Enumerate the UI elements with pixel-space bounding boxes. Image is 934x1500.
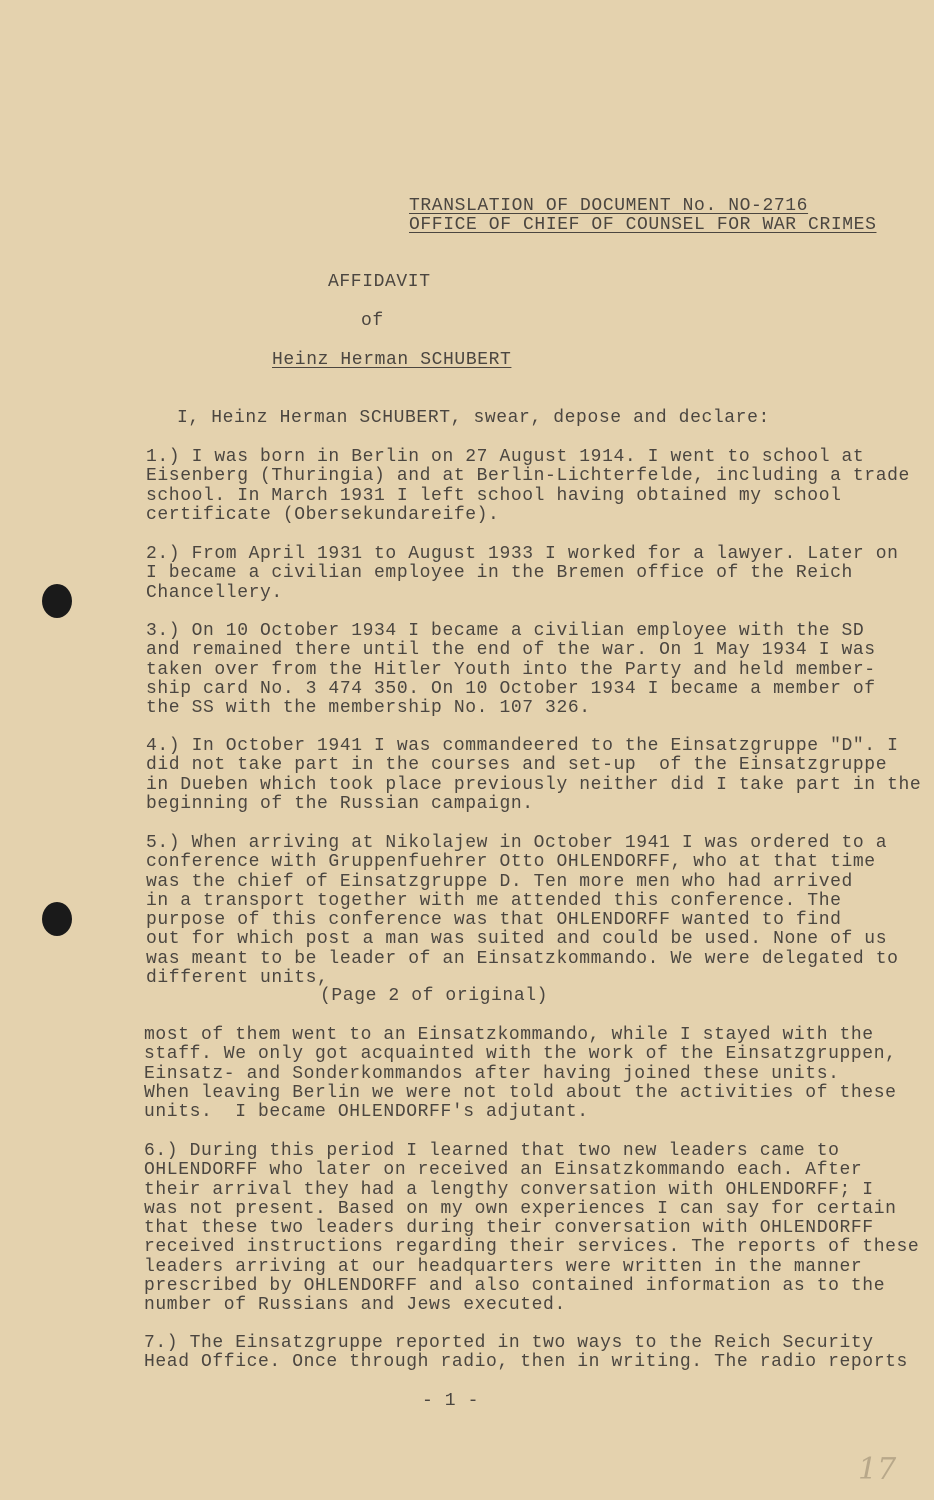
text-line: different units,: [146, 968, 329, 989]
paragraph-6: [144, 1142, 919, 1316]
text-line: received instructions regarding their services. The reports of these: [144, 1237, 920, 1258]
text-line: 7.) The Einsatzgruppe reported in two ways to the Reich Security: [144, 1333, 874, 1353]
text-line: 6.) During this period I learned that two new leaders came to: [144, 1141, 840, 1161]
text-line: out for which post a man was suited and could be used. None of us: [146, 929, 888, 950]
text-line: certificate (Obersekundareife).: [146, 504, 500, 525]
text-line: the SS with the membership No. 107 326.: [146, 698, 591, 719]
text-line: number of Russians and Jews executed.: [144, 1295, 566, 1316]
paragraph-5: [146, 834, 899, 988]
punch-hole: [42, 584, 72, 618]
paragraph-3: [146, 622, 876, 718]
text-line: in Dueben which took place previously neither did I take part in the: [146, 774, 922, 795]
paragraph-4: [146, 737, 921, 814]
text-line: 3.) On 10 October 1934 I became a civilian employee with the SD: [146, 621, 865, 641]
text-line: school. In March 1931 I left school having obtained my school: [146, 485, 842, 506]
text-line: was not present. Based on my own experiences I can say for certain: [144, 1198, 897, 1219]
text-line: beginning of the Russian campaign.: [146, 793, 534, 814]
text-line: I became a civilian employee in the Bremen office of the Reich: [146, 563, 853, 584]
paragraph-5-continued: [144, 1026, 897, 1122]
text-line: their arrival they had a lengthy conversation with OHLENDORFF; I: [144, 1179, 874, 1200]
document-number-header: TRANSLATION OF DOCUMENT No. NO-2716: [409, 196, 809, 216]
text-line: and remained there until the end of the war. On 1 May 1934 I was: [146, 640, 876, 661]
text-line: 1.) I was born in Berlin on 27 August 1914. I went to school at: [146, 447, 865, 467]
text-line: ship card No. 3 474 350. On 10 October 1934 I became a member of: [146, 678, 876, 699]
text-line: leaders arriving at our headquarters were written in the manner: [144, 1256, 863, 1277]
text-line: most of them went to an Einsatzkommando, while I stayed with the: [144, 1025, 874, 1045]
paragraph-1: [146, 448, 910, 525]
document-title: AFFIDAVIT: [328, 272, 431, 292]
page-break-note: (Page 2 of original): [320, 986, 549, 1006]
text-line: was meant to be leader of an Einsatzkommando. We were delegated to: [146, 948, 899, 969]
paragraph-7: [144, 1334, 908, 1373]
text-line: Eisenberg (Thuringia) and at Berlin-Lichterfelde, including a trade: [146, 466, 910, 487]
intro-statement: I, Heinz Herman SCHUBERT, swear, depose and declare:: [177, 408, 770, 428]
text-line: 5.) When arriving at Nikolajew in October 1941 I was ordered to a: [146, 833, 888, 853]
paragraph-2: [146, 545, 899, 603]
punch-hole: [42, 902, 72, 936]
text-line: did not take part in the courses and set-up of the Einsatzgruppe: [146, 755, 888, 776]
text-line: purpose of this conference was that OHLENDORFF wanted to find: [146, 910, 842, 931]
text-line: When leaving Berlin we were not told about the activities of these: [144, 1082, 897, 1103]
text-line: 2.) From April 1931 to August 1933 I worked for a lawyer. Later on: [146, 544, 899, 564]
text-line: in a transport together with me attended this conference. The: [146, 890, 842, 911]
page-number: - 1 -: [422, 1391, 480, 1411]
text-line: conference with Gruppenfuehrer Otto OHLENDORFF, who at that time: [146, 852, 876, 873]
text-line: prescribed by OHLENDORFF and also contained information as to the: [144, 1276, 886, 1297]
title-of: of: [361, 311, 384, 331]
office-header: OFFICE OF CHIEF OF COUNSEL FOR WAR CRIMES: [409, 215, 877, 235]
text-line: Chancellery.: [146, 582, 283, 603]
text-line: Einsatz- and Sonderkommandos after having joined these units.: [144, 1063, 840, 1084]
text-line: taken over from the Hitler Youth into the Party and held member-: [146, 659, 876, 680]
text-line: staff. We only got acquainted with the work of the Einsatzgruppen,: [144, 1044, 897, 1065]
text-line: was the chief of Einsatzgruppe D. Ten more men who had arrived: [146, 871, 853, 892]
text-line: Head Office. Once through radio, then in writing. The radio reports: [144, 1352, 908, 1373]
handwritten-page-mark: 17: [858, 1452, 897, 1487]
text-line: units. I became OHLENDORFF's adjutant.: [144, 1102, 589, 1123]
affiant-name: Heinz Herman SCHUBERT: [272, 350, 512, 370]
text-line: 4.) In October 1941 I was commandeered to the Einsatzgruppe "D". I: [146, 736, 899, 756]
text-line: OHLENDORFF who later on received an Einsatzkommando each. After: [144, 1160, 863, 1181]
text-line: that these two leaders during their conversation with OHLENDORFF: [144, 1218, 874, 1239]
